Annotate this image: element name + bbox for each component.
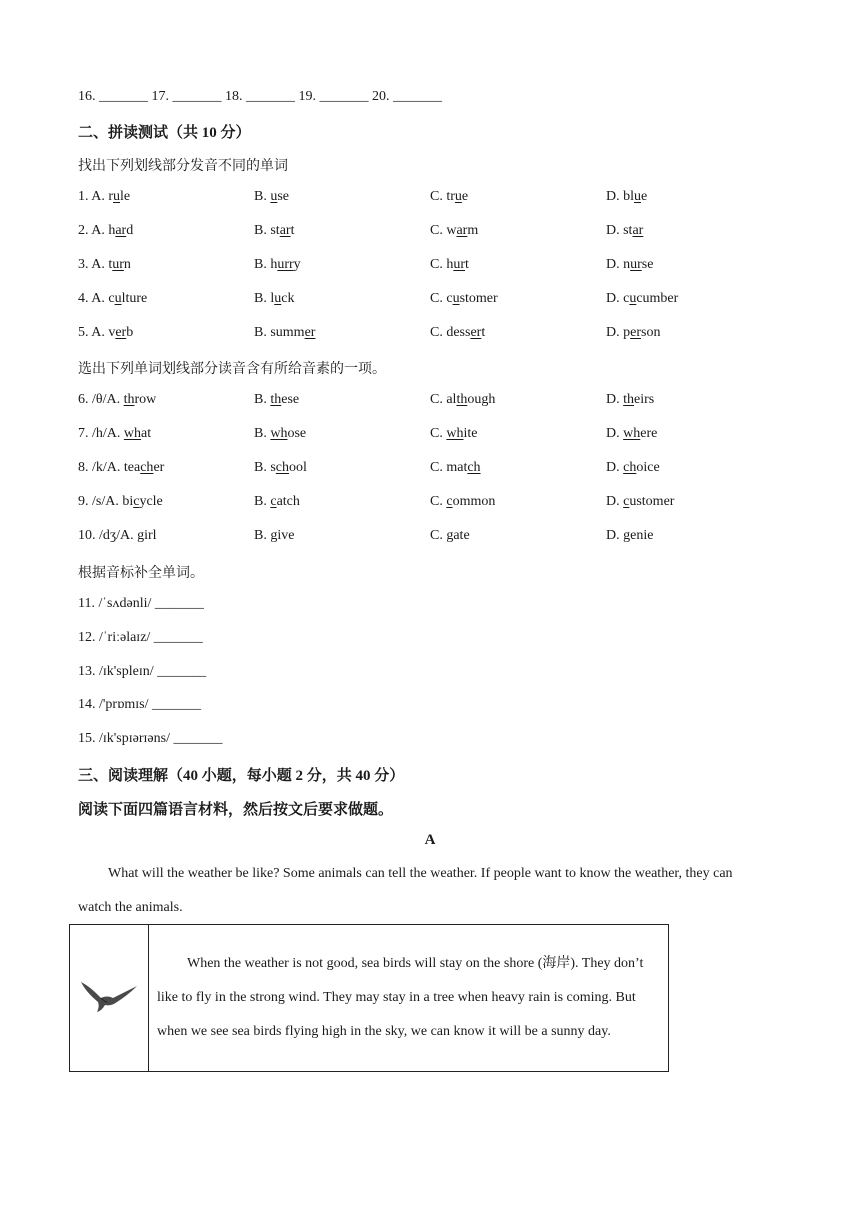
option-b	[254, 426, 306, 442]
option-text: C.	[430, 494, 447, 509]
underlined-letters: ch	[467, 460, 481, 475]
option-a	[78, 392, 156, 408]
option-a	[78, 257, 131, 273]
underlined-letters: wh	[123, 426, 142, 441]
option-text: D.	[606, 426, 624, 441]
option-text: C. mat	[430, 460, 468, 475]
option-c	[430, 528, 470, 544]
underlined-letters: u	[274, 291, 282, 306]
passage-box	[69, 924, 669, 1072]
section-2-instruction-3: 根据音标补全单词。	[78, 566, 204, 581]
option-text: C. al	[430, 392, 457, 407]
underlined-letters: ur	[453, 257, 466, 272]
question-row	[78, 494, 778, 514]
option-text: ese	[281, 392, 300, 407]
option-text: D.	[606, 392, 624, 407]
option-text: se	[277, 189, 290, 204]
option-text: le	[120, 189, 131, 204]
underlined-letters: er	[470, 325, 482, 340]
option-a	[78, 528, 157, 544]
passage-intro	[78, 857, 768, 925]
option-text: D. st	[606, 223, 633, 238]
option-text: 4. A. c	[78, 291, 115, 306]
option-text: C. dess	[430, 325, 471, 340]
option-b	[254, 528, 294, 544]
option-c	[430, 392, 495, 408]
option-d	[606, 189, 647, 205]
option-text: C. h	[430, 257, 454, 272]
bird-icon	[79, 978, 139, 1014]
underlined-letters: ar	[456, 223, 468, 238]
option-text: D. n	[606, 257, 631, 272]
option-text: t	[481, 325, 486, 340]
question-row	[78, 392, 778, 412]
option-text: ose	[287, 426, 307, 441]
option-a	[78, 189, 130, 205]
underlined-letters: ch	[275, 460, 290, 475]
phonetic-item: 11. /ˈsʌdənli/ _______	[78, 596, 204, 611]
option-text: stomer	[459, 291, 498, 306]
option-text: 6. /θ/A.	[78, 392, 124, 407]
underlined-letters: u	[114, 291, 122, 306]
underlined-letters: u	[270, 189, 278, 204]
option-text: eirs	[634, 392, 655, 407]
option-text: C. gate	[430, 528, 470, 543]
underlined-letters: c	[133, 494, 140, 509]
passage-box-text: When the weather is not good, sea birds will stay on the shore (海岸). They don’t like to fly in the strong wind. They may stay in a tree when heavy rain is coming. But when we see sea birds flying high in the sky, we can know it will be a sunny day.	[157, 956, 644, 1039]
question-row	[78, 223, 778, 243]
option-text: B.	[254, 494, 271, 509]
phonetic-item: 12. /ˈriːəlaɪz/ _______	[78, 630, 203, 645]
passage-label: A	[424, 832, 436, 848]
question-row	[78, 257, 778, 277]
option-text: t	[465, 257, 469, 272]
section-2-instruction-1: 找出下列划线部分发音不同的单词	[78, 159, 288, 174]
question-row	[78, 325, 778, 345]
option-text: D. genie	[606, 528, 654, 543]
question-row	[78, 189, 778, 209]
option-text: B. l	[254, 291, 275, 306]
underlined-letters: wh	[623, 426, 641, 441]
option-text: D. c	[606, 291, 630, 306]
option-d	[606, 528, 653, 544]
option-b	[254, 494, 300, 510]
underlined-letters: th	[270, 392, 282, 407]
option-d	[606, 494, 674, 510]
option-a	[78, 325, 133, 341]
option-c	[430, 325, 485, 341]
option-text: e	[461, 189, 469, 204]
option-text: 1. A. r	[78, 189, 113, 204]
option-text: C.	[430, 426, 447, 441]
option-b	[254, 257, 301, 273]
option-b	[254, 325, 315, 341]
underlined-letters: c	[446, 494, 453, 509]
option-text: B.	[254, 426, 271, 441]
option-text: B. h	[254, 257, 278, 272]
option-b	[254, 189, 289, 205]
option-text: ite	[463, 426, 478, 441]
phonetic-item: 13. /ɪk'spleɪn/ _______	[78, 664, 207, 679]
option-text: er	[153, 460, 165, 475]
option-c	[430, 460, 481, 476]
phonetic-item: 15. /ɪk'spɪərɪəns/ _______	[78, 731, 223, 746]
underlined-letters: ar	[632, 223, 644, 238]
underlined-letters: th	[123, 392, 135, 407]
question-row	[78, 460, 778, 480]
option-text: ycle	[139, 494, 163, 509]
option-text: cumber	[636, 291, 679, 306]
option-text: 3. A. t	[78, 257, 113, 272]
option-text: e	[641, 189, 648, 204]
question-row	[78, 291, 778, 311]
underlined-letters: ch	[623, 460, 637, 475]
option-text: ommon	[452, 494, 496, 509]
option-text: B. s	[254, 460, 276, 475]
option-text: ustomer	[629, 494, 675, 509]
option-text: B.	[254, 392, 271, 407]
underlined-letters: u	[629, 291, 637, 306]
option-text: ough	[467, 392, 496, 407]
underlined-letters: u	[113, 189, 120, 204]
section-2-title: 二、拼读测试（共 10 分）	[78, 125, 251, 141]
option-d	[606, 257, 653, 273]
phonetic-item: 14. /'prɒmɪs/ _______	[78, 697, 202, 712]
section-2-instruction-2: 选出下列单词划线部分读音含有所给音素的一项。	[78, 362, 386, 377]
option-text: t	[290, 223, 295, 238]
option-text: at	[141, 426, 152, 441]
answer-blanks-16-20: 16. _______ 17. _______ 18. _______ 19. _______ 20. _______	[78, 89, 442, 104]
option-b	[254, 392, 299, 408]
passage-box-text-cell	[149, 925, 669, 1072]
underlined-letters: wh	[270, 426, 288, 441]
underlined-letters: ar	[279, 223, 291, 238]
option-text: se	[641, 257, 654, 272]
option-text: C. tr	[430, 189, 455, 204]
option-text: D.	[606, 460, 624, 475]
underlined-letters: urr	[277, 257, 294, 272]
option-text: B. st	[254, 223, 280, 238]
option-c	[430, 426, 477, 442]
option-a	[78, 494, 163, 510]
option-c	[430, 257, 469, 273]
underlined-letters: ch	[140, 460, 154, 475]
underlined-letters: er	[115, 325, 127, 340]
option-text: m	[467, 223, 479, 238]
passage-intro-text: What will the weather be like? Some animals can tell the weather. If people want to know the weather, they can watch the animals.	[78, 866, 733, 915]
option-text: n	[123, 257, 131, 272]
option-b	[254, 460, 307, 476]
option-text: D.	[606, 494, 624, 509]
section-3-title: 三、阅读理解（40 小题，每小题 2 分，共 40 分）	[78, 768, 405, 784]
option-text: B. give	[254, 528, 295, 543]
section-3-subtitle: 阅读下面四篇语言材料，然后按文后要求做题。	[78, 802, 394, 818]
option-d	[606, 223, 643, 239]
option-b	[254, 291, 294, 307]
option-text: B.	[254, 189, 271, 204]
underlined-letters: u	[634, 189, 641, 204]
underlined-letters: ur	[630, 257, 642, 272]
underlined-letters: wh	[446, 426, 464, 441]
underlined-letters: er	[630, 325, 642, 340]
option-d	[606, 291, 678, 307]
option-text: C. c	[430, 291, 453, 306]
underlined-letters: u	[452, 291, 460, 306]
option-text: ere	[640, 426, 658, 441]
option-a	[78, 291, 147, 307]
option-a	[78, 460, 164, 476]
option-b	[254, 223, 294, 239]
option-text: d	[126, 223, 134, 238]
option-text: ool	[289, 460, 307, 475]
underlined-letters: ar	[115, 223, 127, 238]
underlined-letters: th	[456, 392, 468, 407]
option-text: 8. /k/A. tea	[78, 460, 141, 475]
option-text: lture	[121, 291, 148, 306]
option-text: D. bl	[606, 189, 634, 204]
option-text: y	[293, 257, 301, 272]
option-c	[430, 223, 478, 239]
option-text: ck	[281, 291, 295, 306]
option-text: son	[641, 325, 661, 340]
option-c	[430, 494, 495, 510]
option-text: row	[134, 392, 157, 407]
option-text: 9. /s/A. bi	[78, 494, 134, 509]
option-a	[78, 223, 133, 239]
option-text: B. summ	[254, 325, 305, 340]
option-d	[606, 460, 660, 476]
option-text: atch	[276, 494, 300, 509]
underlined-letters: th	[623, 392, 635, 407]
option-c	[430, 189, 468, 205]
option-d	[606, 392, 654, 408]
option-text: C. w	[430, 223, 457, 238]
option-text: 10. /dʒ/A. girl	[78, 528, 157, 543]
option-text: b	[126, 325, 134, 340]
option-text: D. p	[606, 325, 631, 340]
option-d	[606, 325, 660, 341]
underlined-letters: ur	[112, 257, 124, 272]
option-text: oice	[636, 460, 660, 475]
option-text: 2. A. h	[78, 223, 116, 238]
option-d	[606, 426, 657, 442]
seabird-illustration	[70, 925, 149, 1072]
question-row	[78, 426, 778, 446]
underlined-letters: er	[304, 325, 316, 340]
underlined-letters: c	[270, 494, 277, 509]
option-a	[78, 426, 151, 442]
underlined-letters: c	[623, 494, 630, 509]
option-text: 5. A. v	[78, 325, 116, 340]
option-text: 7. /h/A.	[78, 426, 124, 441]
underlined-letters: u	[454, 189, 462, 204]
question-row	[78, 528, 778, 548]
option-c	[430, 291, 498, 307]
